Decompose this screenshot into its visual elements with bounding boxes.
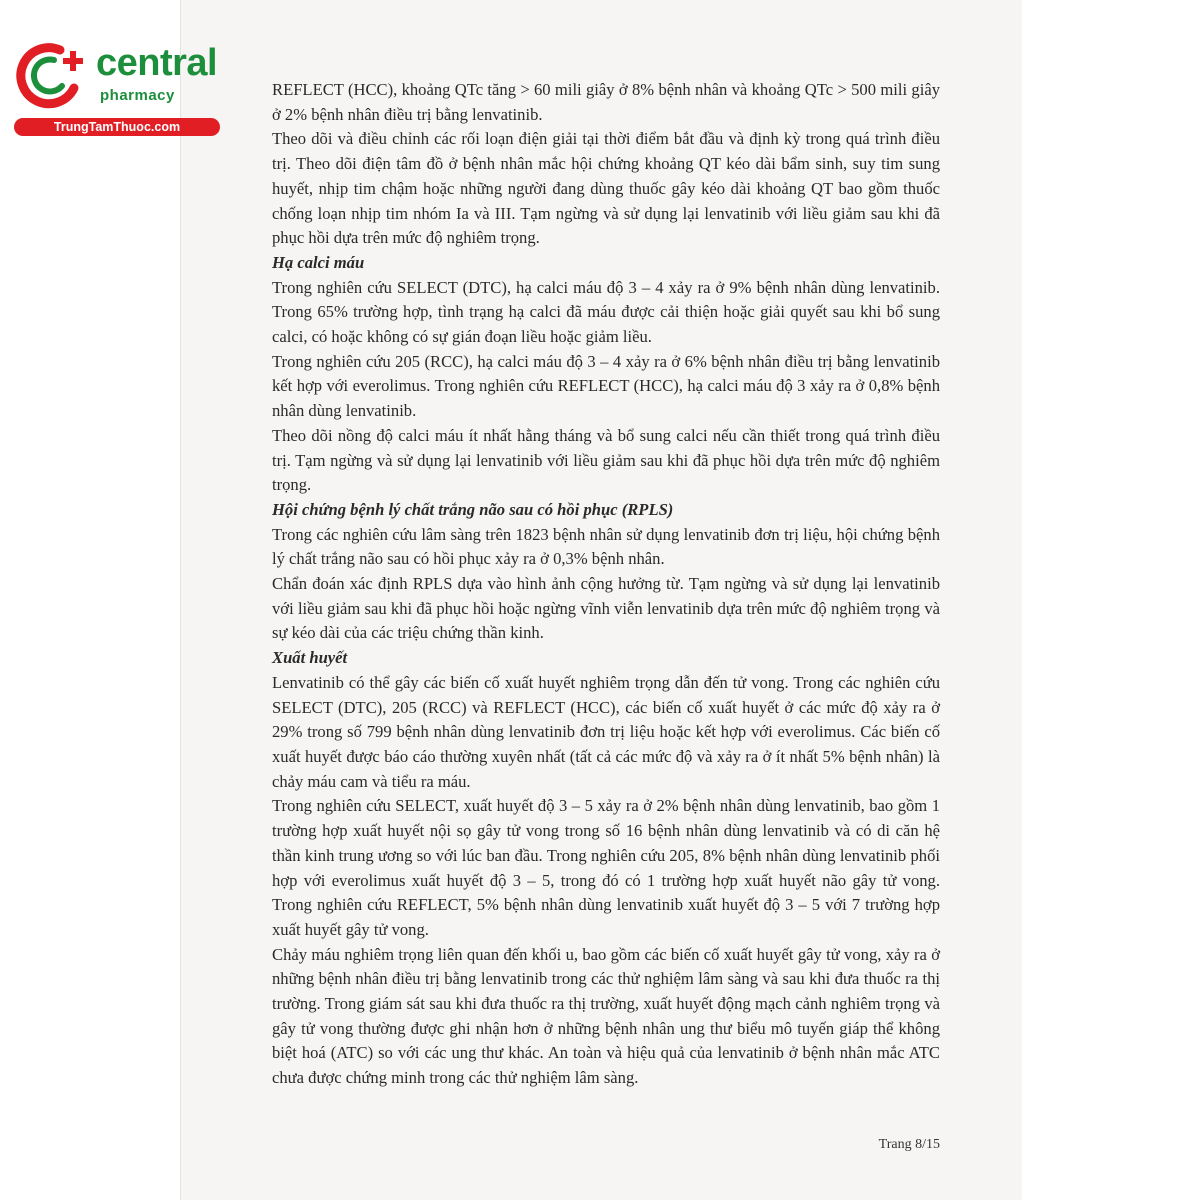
paragraph: REFLECT (HCC), khoảng QTc tăng > 60 mili giây ở 8% bệnh nhân và khoảng QTc > 500 mili giây ở 2% bệnh nhân điều trị bằng lenvatinib. bbox=[272, 80, 940, 124]
document-body bbox=[272, 78, 940, 1091]
logo-name: central bbox=[96, 42, 218, 84]
paragraph: Trong nghiên cứu 205 (RCC), hạ calci máu độ 3 – 4 xảy ra ở 6% bệnh nhân điều trị bằng lenvatinib kết hợp với everolimus. Trong nghiên cứu REFLECT (HCC), hạ calci máu độ 3 xảy ra ở 0,8% bệnh nhân dùng lenvatinib. bbox=[272, 351, 940, 421]
paragraph: Theo dõi nồng độ calci máu ít nhất hằng tháng và bổ sung calci nếu cần thiết trong quá trình điều trị. Tạm ngừng và sử dụng lại lenvatinib với liều giảm sau khi đã phục hồi dựa trên mức độ nghiêm trọng. bbox=[272, 425, 940, 495]
scan-margin-right bbox=[1022, 0, 1200, 1200]
logo-emblem-icon bbox=[10, 36, 96, 116]
pharmacy-logo[interactable] bbox=[10, 36, 218, 136]
paragraph: Chảy máu nghiêm trọng liên quan đến khối u, bao gồm các biến cố xuất huyết gây tử vong, xảy ra ở những bệnh nhân điều trị bằng lenvatinib trong các thử nghiệm lâm sàng và sau khi đưa thuốc ra thị trường. Trong giám sát sau khi đưa thuốc ra thị trường, xuất huyết động mạch cảnh nghiêm trọng và gây tử vong thường được ghi nhận hơn ở những bệnh nhân ung thư biểu mô tuyến giáp thể không biệt hoá (ATC) so với các ung thư khác. An toàn và hiệu quả của lenvatinib ở bệnh nhân mắc ATC chưa được chứng minh trong các thử nghiệm lâm sàng. bbox=[272, 944, 940, 1088]
logo-url-bar: TrungTamThuoc.com bbox=[14, 118, 220, 136]
paragraph: Chẩn đoán xác định RPLS dựa vào hình ảnh cộng hưởng từ. Tạm ngừng và sử dụng lại lenvatinib với liều giảm sau khi đã phục hồi hoặc ngừng vĩnh viễn lenvatinib dựa trên mức độ nghiêm trọng và sự kéo dài của các triệu chứng thần kinh. bbox=[272, 574, 940, 643]
paragraph: Trong nghiên cứu SELECT (DTC), hạ calci máu độ 3 – 4 xảy ra ở 9% bệnh nhân dùng lenvatinib. Trong 65% trường hợp, tình trạng hạ calci đã máu được cải thiện hoặc giải quyết sau khi bổ sung calci, có hoặc không có sự gián đoạn liều hoặc giảm liều. bbox=[272, 277, 940, 347]
page-number: Trang 8/15 bbox=[878, 1137, 940, 1152]
section-heading: Hạ calci máu bbox=[272, 252, 365, 272]
section-heading: Hội chứng bệnh lý chất trắng não sau có hồi phục (RPLS) bbox=[272, 499, 674, 519]
paragraph: Trong nghiên cứu SELECT, xuất huyết độ 3 – 5 xảy ra ở 2% bệnh nhân dùng lenvatinib, bao gồm 1 trường hợp xuất huyết nội sọ gây tử vong trong số 16 bệnh nhân dùng lenvatinib và có di căn hệ thần kinh trung ương so với lúc ban đầu. Trong nghiên cứu 205, 8% bệnh nhân dùng lenvatinib phối hợp với everolimus xuất huyết độ 3 – 5, trong đó có 1 trường hợp xuất huyết não gây tử vong. Trong nghiên cứu REFLECT, 5% bệnh nhân dùng lenvatinib xuất huyết độ 3 – 5 với 7 trường hợp xuất huyết gây tử vong. bbox=[272, 796, 940, 939]
section-heading: Xuất huyết bbox=[272, 648, 348, 668]
logo-subtitle: pharmacy bbox=[100, 87, 175, 104]
paragraph: Theo dõi và điều chỉnh các rối loạn điện giải tại thời điểm bắt đầu và định kỳ trong quá trình điều trị. Theo dõi điện tâm đồ ở bệnh nhân mắc hội chứng khoảng QT kéo dài bẩm sinh, suy tim sung huyết, nhịp tim chậm hoặc những người đang dùng thuốc gây kéo dài khoảng QT bao gồm thuốc chống loạn nhịp tim nhóm Ia và III. Tạm ngừng và sử dụng lại lenvatinib với liều giảm sau khi đã phục hồi dựa trên mức độ nghiêm trọng. bbox=[272, 129, 940, 248]
scan-margin-left bbox=[0, 0, 180, 1200]
paragraph: Lenvatinib có thể gây các biến cố xuất huyết nghiêm trọng dẫn đến tử vong. Trong các nghiên cứu SELECT (DTC), 205 (RCC) và REFLECT (HCC), các biến cố xuất huyết ở các mức độ xảy ra ở 29% trong số 799 bệnh nhân dùng lenvatinib đơn trị liệu hoặc kết hợp với everolimus. Các biến cố xuất huyết được báo cáo thường xuyên nhất (tất cả các mức độ và xảy ra ở ít nhất 5% bệnh nhân) là chảy máu cam và tiểu ra máu. bbox=[272, 672, 940, 791]
paragraph: Trong các nghiên cứu lâm sàng trên 1823 bệnh nhân sử dụng lenvatinib đơn trị liệu, hội chứng bệnh lý chất trắng não sau có hồi phục xảy ra ở 0,3% bệnh nhân. bbox=[272, 524, 940, 569]
